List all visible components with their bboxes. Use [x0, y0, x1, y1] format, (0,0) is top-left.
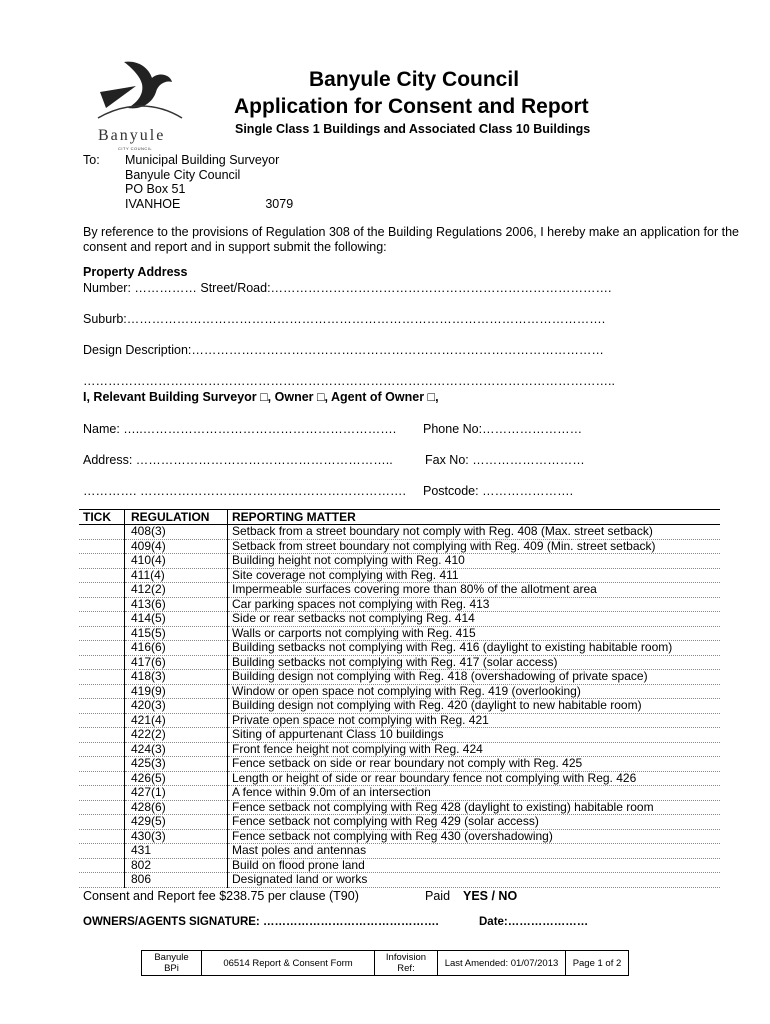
tick-cell[interactable] [79, 771, 125, 786]
reporting-matter-cell: Site coverage not complying with Reg. 411 [228, 568, 721, 583]
tick-cell[interactable] [79, 568, 125, 583]
reporting-matter-cell: Walls or carports not complying with Reg. 415 [228, 626, 721, 641]
signature-field[interactable]: OWNERS/AGENTS SIGNATURE: ………………………………………. [83, 916, 439, 928]
table-row [79, 800, 720, 815]
regulation-cell: 430(3) [125, 829, 228, 844]
reporting-matter-cell: Fence setback on side or rear boundary not comply with Reg. 425 [228, 757, 721, 772]
address-field-2[interactable]: …………. ………………………………………………………. [83, 484, 406, 498]
tick-cell[interactable] [79, 800, 125, 815]
tick-cell[interactable] [79, 539, 125, 554]
footer-table [141, 950, 629, 976]
table-row [79, 670, 720, 685]
table-row [79, 757, 720, 772]
table-row [79, 699, 720, 714]
regulation-cell: 425(3) [125, 757, 228, 772]
column-header-regulation: REGULATION [125, 510, 228, 525]
reporting-matter-cell: Building design not complying with Reg. 420 (daylight to new habitable room) [228, 699, 721, 714]
table-row [79, 815, 720, 830]
reporting-matter-cell: Setback from a street boundary not comply with Reg. 408 (Max. street setback) [228, 525, 721, 540]
regulation-cell: 426(5) [125, 771, 228, 786]
reporting-matter-cell: Build on flood prone land [228, 858, 721, 873]
table-row [79, 583, 720, 598]
recipient-line: Banyule City Council [125, 167, 241, 182]
reporting-matter-cell: Fence setback not complying with Reg 428 (daylight to existing) habitable room [228, 800, 721, 815]
tick-cell[interactable] [79, 554, 125, 569]
paid-label: Paid [425, 889, 451, 903]
property-heading: Property Address [83, 265, 188, 279]
footer-department: Banyule BPi [142, 951, 202, 976]
table-row [79, 539, 720, 554]
reporting-matter-cell: Side or rear setbacks not complying Reg. 414 [228, 612, 721, 627]
regulation-cell: 417(6) [125, 655, 228, 670]
tick-cell[interactable] [79, 525, 125, 540]
table-row [79, 786, 720, 801]
intro-text: consent and report and in support submit the following: [83, 240, 387, 254]
reporting-matter-cell: Private open space not complying with Reg. 421 [228, 713, 721, 728]
regulation-cell: 424(3) [125, 742, 228, 757]
table-row [79, 742, 720, 757]
table-row [79, 684, 720, 699]
tick-cell[interactable] [79, 655, 125, 670]
table-row [79, 612, 720, 627]
table-row [79, 554, 720, 569]
regulation-cell: 427(1) [125, 786, 228, 801]
reporting-matter-cell: Mast poles and antennas [228, 844, 721, 859]
column-header-reporting-matter: REPORTING MATTER [228, 510, 721, 525]
reporting-matter-cell: Window or open space not complying with Reg. 419 (overlooking) [228, 684, 721, 699]
tick-cell[interactable] [79, 626, 125, 641]
footer-page-number: Page 1 of 2 [566, 951, 629, 976]
tick-cell[interactable] [79, 670, 125, 685]
tick-cell[interactable] [79, 597, 125, 612]
to-label: To: [83, 153, 100, 167]
reporting-matter-cell: Front fence height not complying with Reg. 424 [228, 742, 721, 757]
address-field[interactable]: Address: …………………………………………………….. [83, 453, 393, 467]
tick-cell[interactable] [79, 786, 125, 801]
tick-cell[interactable] [79, 873, 125, 888]
org-title: Banyule City Council [309, 68, 520, 91]
table-row [79, 873, 720, 888]
table-row [79, 626, 720, 641]
table-header-row [79, 510, 720, 525]
footer-last-amended: Last Amended: 01/07/2013 [438, 951, 566, 976]
table-row [79, 525, 720, 540]
tick-cell[interactable] [79, 829, 125, 844]
tick-cell[interactable] [79, 815, 125, 830]
suburb-field[interactable]: Suburb:……………………………………………………………………………………………………. [83, 312, 606, 326]
table-row [79, 858, 720, 873]
regulation-cell: 422(2) [125, 728, 228, 743]
regulation-cell: 416(6) [125, 641, 228, 656]
footer-infovision-ref: Infovision Ref: [375, 951, 438, 976]
regulation-cell: 409(4) [125, 539, 228, 554]
reporting-matter-cell: Length or height of side or rear boundary fence not complying with Reg. 426 [228, 771, 721, 786]
regulation-cell: 421(4) [125, 713, 228, 728]
recipient-address [125, 153, 293, 211]
date-field[interactable]: Date:………………… [479, 916, 589, 928]
intro-text: By reference to the provisions of Regulation 308 of the Building Regulations 2006, I hereby make an application for the [83, 225, 739, 239]
tick-cell[interactable] [79, 713, 125, 728]
reporting-matter-cell: Fence setback not complying with Reg 430 (overshadowing) [228, 829, 721, 844]
page-subtitle: Single Class 1 Buildings and Associated Class 10 Buildings [235, 122, 591, 136]
logo-tagline: CITY COUNCIL [118, 146, 153, 151]
table-row [79, 771, 720, 786]
tick-cell[interactable] [79, 844, 125, 859]
logo-name: Banyule [98, 127, 166, 144]
table-row [79, 641, 720, 656]
regulation-cell: 412(2) [125, 583, 228, 598]
column-header-tick: TICK [79, 510, 125, 525]
banyule-logo-icon [96, 58, 186, 124]
regulation-cell: 410(4) [125, 554, 228, 569]
footer-form-name: 06514 Report & Consent Form [202, 951, 375, 976]
regulation-cell: 418(3) [125, 670, 228, 685]
tick-cell[interactable] [79, 612, 125, 627]
tick-cell[interactable] [79, 583, 125, 598]
tick-cell[interactable] [79, 699, 125, 714]
table-row [79, 728, 720, 743]
regulation-cell: 411(4) [125, 568, 228, 583]
recipient-city: IVANHOE [125, 196, 181, 211]
design-description-field[interactable]: Design Description:……………………………………………………………………………………… [83, 343, 604, 357]
page-title: Application for Consent and Report [234, 95, 589, 118]
regulation-cell: 408(3) [125, 525, 228, 540]
regulation-cell: 415(5) [125, 626, 228, 641]
name-field[interactable]: Name: …..……………………………………………………. [83, 422, 397, 436]
reporting-matter-cell: Setback from street boundary not complying with Reg. 409 (Min. street setback) [228, 539, 721, 554]
recipient-line: PO Box 51 [125, 182, 186, 196]
tick-cell[interactable] [79, 757, 125, 772]
tick-cell[interactable] [79, 742, 125, 757]
reporting-matter-cell: Siting of appurtenant Class 10 buildings [228, 728, 721, 743]
regulation-cell: 431 [125, 844, 228, 859]
postcode-field[interactable]: Postcode: …………………. [423, 484, 574, 498]
reporting-matter-cell: Building design not complying with Reg. 418 (overshadowing of private space) [228, 670, 721, 685]
reporting-matter-cell: A fence within 9.0m of an intersection [228, 786, 721, 801]
table-row [79, 829, 720, 844]
tick-cell[interactable] [79, 858, 125, 873]
fax-field[interactable]: Fax No: ……………………… [425, 453, 585, 467]
regulation-cell: 420(3) [125, 699, 228, 714]
paid-yes-no[interactable]: YES / NO [463, 889, 518, 903]
tick-cell[interactable] [79, 728, 125, 743]
regulation-cell: 414(5) [125, 612, 228, 627]
design-description-field-2[interactable]: ……………………………………………………………………………………………………………….. [83, 374, 615, 388]
recipient-line: Municipal Building Surveyor [125, 153, 280, 167]
fee-text: Consent and Report fee $238.75 per clause (T90) [83, 889, 359, 903]
tick-cell[interactable] [79, 641, 125, 656]
number-street-field[interactable]: Number: …………… Street/Road:………………………………………………………………………. [83, 281, 612, 295]
regulation-cell: 806 [125, 873, 228, 888]
regulation-table [79, 509, 720, 888]
table-row [79, 597, 720, 612]
recipient-postcode: 3079 [265, 196, 294, 211]
tick-cell[interactable] [79, 684, 125, 699]
reporting-matter-cell: Building setbacks not complying with Reg. 416 (daylight to existing habitable room) [228, 641, 721, 656]
reporting-matter-cell: Fence setback not complying with Reg 429 (solar access) [228, 815, 721, 830]
table-row [79, 713, 720, 728]
reporting-matter-cell: Building height not complying with Reg. 410 [228, 554, 721, 569]
regulation-cell: 419(9) [125, 684, 228, 699]
regulation-cell: 413(6) [125, 597, 228, 612]
regulation-cell: 802 [125, 858, 228, 873]
regulation-cell: 429(5) [125, 815, 228, 830]
table-row [79, 655, 720, 670]
reporting-matter-cell: Car parking spaces not complying with Reg. 413 [228, 597, 721, 612]
phone-field[interactable]: Phone No:…………………… [423, 422, 583, 436]
reporting-matter-cell: Building setbacks not complying with Reg. 417 (solar access) [228, 655, 721, 670]
table-row [79, 568, 720, 583]
reporting-matter-cell: Impermeable surfaces covering more than 80% of the allotment area [228, 583, 721, 598]
regulation-cell: 428(6) [125, 800, 228, 815]
table-row [79, 844, 720, 859]
reporting-matter-cell: Designated land or works [228, 873, 721, 888]
applicant-role-options[interactable]: I, Relevant Building Surveyor □, Owner □, Agent of Owner □, [83, 390, 439, 404]
